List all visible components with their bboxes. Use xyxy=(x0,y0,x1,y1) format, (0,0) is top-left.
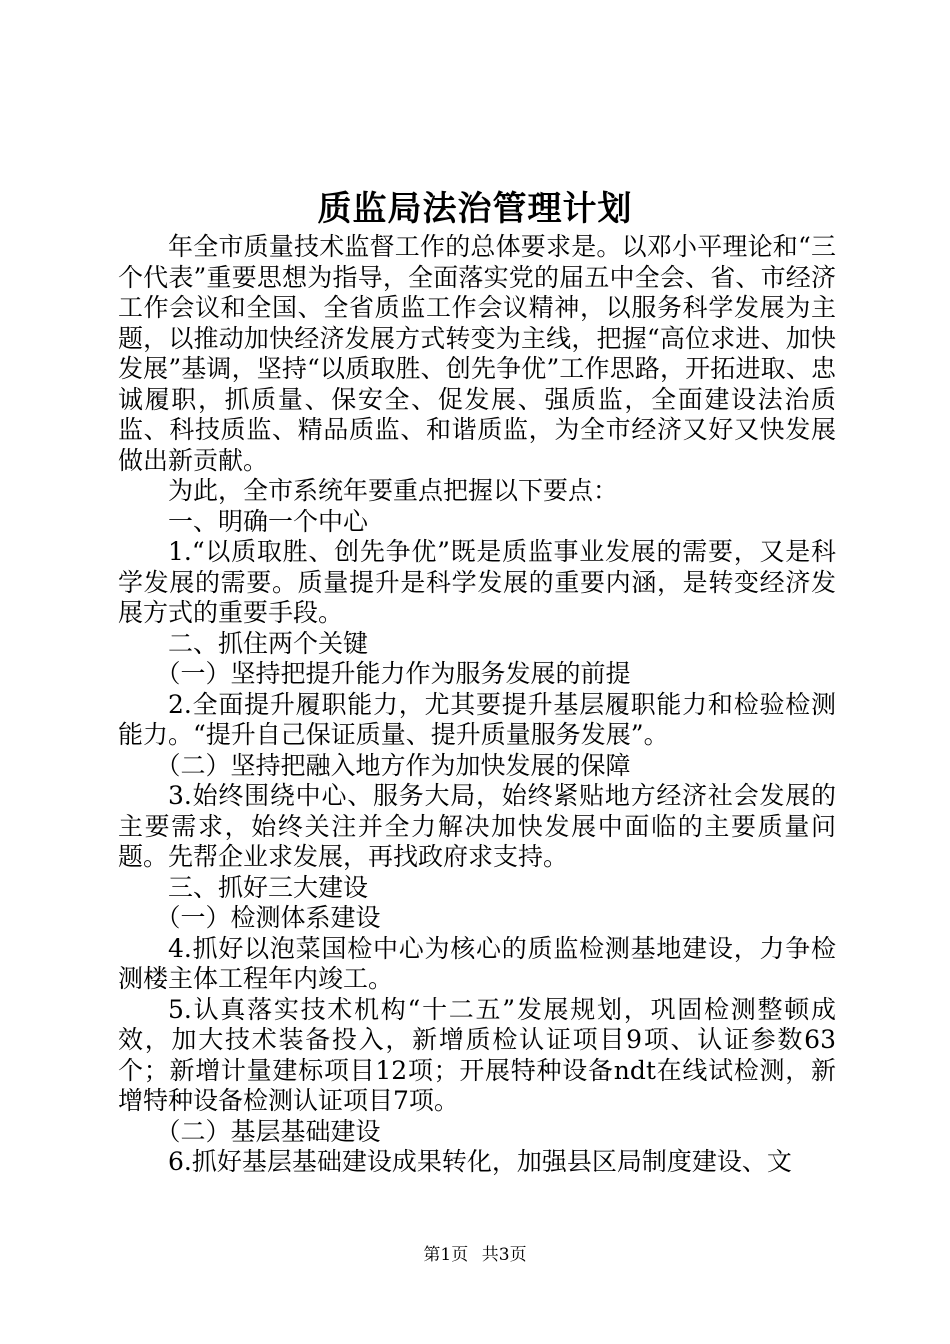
document-title: 质监局法治管理计划 xyxy=(317,189,633,229)
paragraph-key-points-intro: 为此，全市系统年要重点把握以下要点： xyxy=(168,476,619,505)
section-heading-1: 一、明确一个中心 xyxy=(168,506,369,536)
paragraph-item-5: 5.认真落实技术机构“十二五”发展规划，巩固检测整顿成效，加大技术装备投入，新增质检认证项目9项、认证参数63个；新增计量建标项目12项；开展特种设备ndt在线试检测，新增特种设备检测认证项目7项。 xyxy=(118,994,836,1115)
document-body xyxy=(118,232,836,1178)
section-heading-2: 二、抓住两个关键 xyxy=(168,628,369,658)
subsection-heading-2-1: （一）坚持把提升能力作为服务发展的前提 xyxy=(155,659,631,688)
paragraph-item-4: 4.抓好以泡菜国检中心为核心的质监检测基地建设，力争检测楼主体工程年内竣工。 xyxy=(118,933,836,993)
paragraph-item-3: 3.始终围绕中心、服务大局，始终紧贴地方经济社会发展的主要需求，始终关注并全力解决加快发展中面临的主要质量问题。先帮企业求发展，再找政府求支持。 xyxy=(118,781,836,871)
section-heading-3: 三、抓好三大建设 xyxy=(168,872,369,902)
page-total: 共3页 xyxy=(481,1245,527,1265)
paragraph-item-6: 6.抓好基层基础建设成果转化，加强县区局制度建设、文 xyxy=(168,1147,792,1176)
page-footer xyxy=(0,1243,950,1267)
subsection-heading-2-2: （二）坚持把融入地方作为加快发展的保障 xyxy=(155,750,631,780)
paragraph-item-1: 1.“以质取胜、创先争优”既是质监事业发展的需要，又是科学发展的需要。质量提升是科学发展的重要内涵，是转变经济发展方式的重要手段。 xyxy=(118,537,836,627)
paragraph-item-2: 2.全面提升履职能力，尤其要提升基层履职能力和检验检测能力。“提升自己保证质量、提升质量服务发展”。 xyxy=(118,689,836,749)
paragraph-overall-requirement: 年全市质量技术监督工作的总体要求是。以邓小平理论和“三个代表”重要思想为指导，全面落实党的届五中全会、省、市经济工作会议和全国、全省质监工作会议精神，以服务科学发展为主题，以推动加快经济发展方式转变为主线，把握“高位求进、加快发展”基调，坚持“以质取胜、创先争优”工作思路，开拓进取、忠诚履职，抓质量、保安全、促发展、强质监，全面建设法治质监、科技质监、精品质监、和谐质监，为全市经济又好又快发展做出新贡献。 xyxy=(118,232,836,475)
subsection-heading-3-1: （一）检测体系建设 xyxy=(155,903,381,932)
page-number: 第1页 xyxy=(423,1245,469,1265)
subsection-heading-3-2: （二）基层基础建设 xyxy=(155,1116,381,1146)
